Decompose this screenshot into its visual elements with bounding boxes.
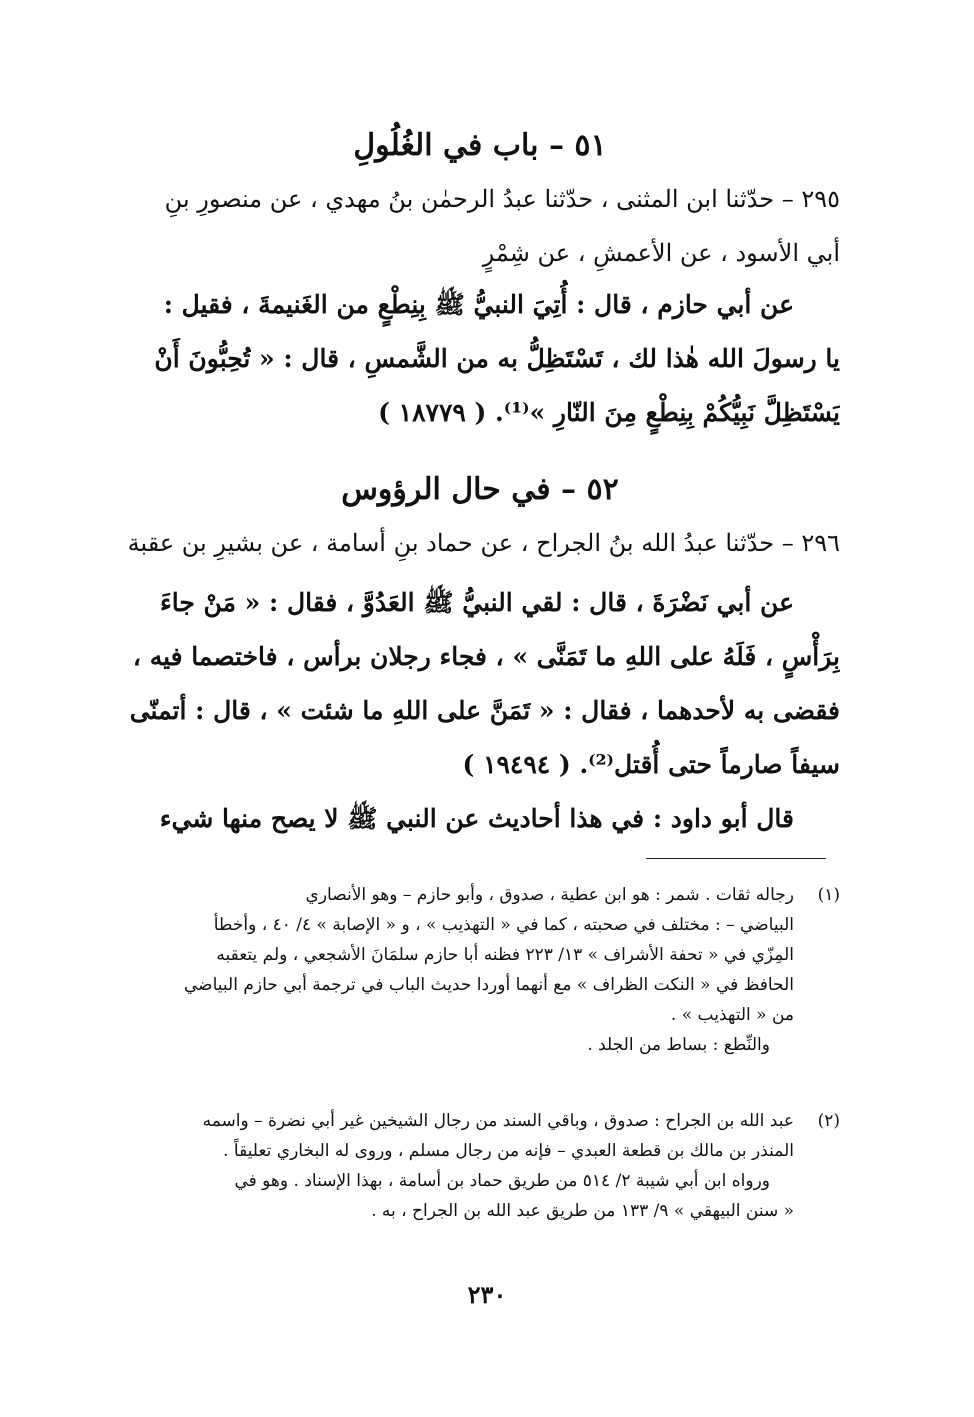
footnote-line: والنِّطع : بساط من الجلد . <box>587 1035 770 1055</box>
hadith-295-matn <box>120 278 840 440</box>
matn-line: عن أبي نَضْرَةَ ، قال : لقي النبيُّ ﷺ العَدُوَّ ، فقال : « مَنْ جاءَ <box>160 588 794 617</box>
matn-line: يا رسولَ الله هٰذا لك ، تَسْتَظِلُّ به من الشَّمسِ ، قال : « تُحِبُّونَ أَنْ <box>154 344 840 373</box>
footnote-line: الحافظ في « النكت الظراف » مع أنهما أوردا حديث الباب في ترجمة أبي حازم البياضي <box>184 975 794 995</box>
matn-line: فقضى به لأحدهما ، فقال : « تَمَنَّ على اللهِ ما شئت » ، قال : أتمنّى <box>129 696 840 725</box>
section-title: ٥١ – باب في الغُلُولِ <box>353 128 607 163</box>
footnote-2 <box>110 1106 840 1226</box>
isnad-line: ٢٩٦ – حدّثنا عبدُ الله بنُ الجراح ، عن حماد بنِ أسامة ، عن بشيرِ بن عقبة <box>127 529 840 557</box>
footnote-line: المنذر بن مالك بن قطعة العبدي – فإنه من رجال مسلم ، وروى له البخاري تعليقاً . <box>223 1141 794 1161</box>
matn-line: يَسْتَظِلَّ نَبِيُّكُمْ بِنِطْعٍ مِنَ النّارِ »⁽¹⁾. ( ١٨٧٧٩ ) <box>378 398 840 427</box>
matn-line: بِرَأْسٍ ، فَلَهُ على اللهِ ما تَمَنَّى » ، فجاء رجلان برأس ، فاختصما فيه ، <box>132 642 840 671</box>
isnad-line: ٢٩٥ – حدّثنا ابن المثنى ، حدّثنا عبدُ الرحمٰن بنُ مهدي ، عن منصورِ بنِ <box>164 185 840 213</box>
footnote-marker: (١) <box>817 885 840 905</box>
page-number: ٢٣٠ <box>467 1280 507 1309</box>
hadith-296-matn <box>120 576 840 846</box>
footnote-line: ورواه ابن أبي شيبة ٢/ ٥١٤ من طريق حماد بن أسامة ، بهذا الإسناد . وهو في <box>234 1171 770 1191</box>
footnote-text: عبد الله بن الجراح : صدوق ، وباقي السند من رجال الشيخين غير أبي نضرة – واسمه <box>202 1111 794 1131</box>
section-heading <box>120 126 840 166</box>
footnote-marker: (٢) <box>817 1111 840 1131</box>
section-heading <box>120 470 840 510</box>
footnote-text: رجاله ثقات . شمر : هو ابن عطية ، صدوق ، وأبو حازم – وهو الأنصاري <box>305 885 794 905</box>
hadith-295 <box>120 172 840 280</box>
footnote-line: من « التهذيب » . <box>670 1005 794 1025</box>
isnad-line: أبي الأسود ، عن الأعمشِ ، عن شِمْرٍ <box>482 239 840 267</box>
footnote-line <box>110 1106 840 1136</box>
footnote-line: « سنن البيهقي » ٩/ ١٣٣ من طريق عبد الله بن الجراح ، به . <box>371 1201 794 1221</box>
footnote-1 <box>110 880 840 1060</box>
hadith-296 <box>120 516 840 570</box>
matn-line: سيفاً صارماً حتى أُقتل⁽²⁾. ( ١٩٤٩٤ ) <box>462 750 840 779</box>
footnote-divider <box>646 858 826 859</box>
footnote-line <box>110 880 840 910</box>
footnote-line: المِزّي في « تحفة الأشراف » ١٣/ ٢٢٣ فظنه أبا حازم سلمَانَ الأشجعي ، ولم يتعقبه <box>216 945 794 965</box>
abu-dawud-note: قال أبو داود : في هذا أحاديث عن النبي ﷺ لا يصح منها شيء <box>159 804 794 833</box>
footnote-line: البياضي – : مختلف في صحبته ، كما في « التهذيب » ، و « الإصابة » ٤/ ٤٠ ، وأخطأ <box>213 915 794 935</box>
matn-line: عن أبي حازم ، قال : أُتِيَ النبيُّ ﷺ بِنِطْعٍ من الغَنيمةَ ، فقيل : <box>163 290 794 319</box>
section-title: ٥٢ – في حال الرؤوس <box>341 472 619 507</box>
